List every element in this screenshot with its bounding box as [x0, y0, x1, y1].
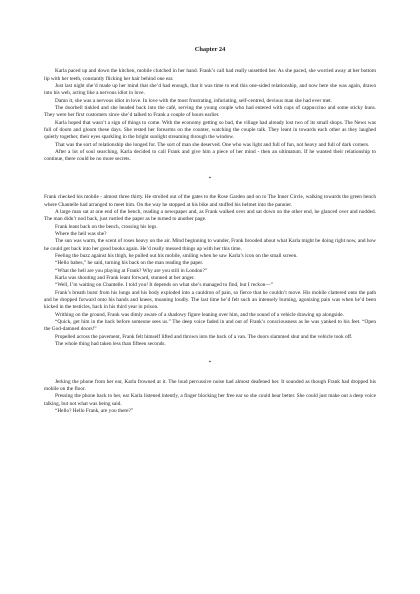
paragraph: Where the hell was she?: [55, 230, 107, 237]
paragraph: Pressing the phone back to her, ear Karla listened intently, a finger blocking her free ear so she could hear better. She could just make out a deep voice talking, but not what was being said.: [44, 393, 376, 407]
paragraph: Just last night she’d made up her mind that she’d had enough, that it was time to end this one-sided relationship, and now here she was again, drawn into his web, acting like a nervous idiot in love.: [44, 83, 376, 97]
paragraph: Writhing on the ground, Frank was dimly aware of a shadowy figure leaning over him, and the sound of a vehicle drawing up alongside.: [55, 311, 344, 318]
paragraph: Jerking the phone from her ear, Karla frowned at it. The loud percussive noise had almost deafened her. It sounded as though Frank had dropped his mobile on the floor.: [44, 378, 376, 393]
scene-separator: *: [208, 360, 212, 367]
paragraph: Karla paced up and down the kitchen, mobile clutched in her hand. Frank’s call had really unsettled her. As she paced, she worried away at her bottom lip with her teeth, constantly flicking her hair behind one ear.: [44, 68, 376, 82]
paragraph: A large man sat at one end of the bench, reading a newspaper and, as Frank walked over and sat down on the other end, he glanced over and nodded. The man didn’t nod back, just rustled the paper as he turned to another page.: [44, 208, 376, 223]
paragraph: “Hello? Hello Frank, are you there?”: [55, 408, 134, 415]
paragraph: “Well, I’m waiting on Chantelle. I told you! It depends on what she’s managed to find, but I reckon—”: [55, 282, 274, 289]
section-1: [44, 68, 376, 163]
paragraph: Feeling the buzz against his thigh, he pulled out his mobile, smiling when he saw Karla’s icon on the small screen.: [55, 252, 298, 259]
paragraph: The sun was warm, the scent of roses heavy on the air. Mind beginning to wander, Frank brooded about what Karla might be doing right now, and how he could get back into her good books again. He’d really messed things up with her this time.: [44, 238, 376, 252]
paragraph: Frank’s breath burst from his lungs and his body exploded into a cauldron of pain, so fierce that he couldn’t move. His mobile clattered onto the path and he dropped forward onto his hands and knees, moaning loudly. The last time he’d felt such an intensely burning, agonising pain was when he’d been kicked in the testicles, back in his third year in prison.: [44, 289, 376, 311]
paragraph: Damn it, she was a nervous idiot in love. In love with the most frustrating, infuriating, self-centred, devious man she had ever met.: [55, 97, 332, 104]
chapter-title: Chapter 24: [194, 46, 226, 53]
paragraph: Frank leant back on the bench, crossing his legs.: [55, 223, 158, 230]
paragraph: “Quick, get him in the back before someone sees us.” The deep voice faded in and out of Frank’s consciousness as he was yanked to his feet. “Open the God-damned doors!”: [44, 319, 376, 333]
section-2: [44, 194, 376, 348]
paragraph: Karla hoped that wasn’t a sign of things to come. With the economy getting so bad, the village had already lost two of its small shops. The News was full of doom and gloom these days. She rested her forearms on the counter, watching the couple talk. They leant in towards each other as they laughed quietly together, their eyes sparkling in the bright sunlight streaming through the window.: [44, 119, 376, 141]
paragraph: After a lot of soul searching, Karla decided to call Frank and give him a piece of her mind - then an ultimatum. If he wanted their relationship to continue, there could be no more secrets.: [44, 149, 376, 163]
paragraph: The whole thing had taken less than fifteen seconds.: [55, 341, 166, 348]
paragraph: “What the hell are you playing at Frank? Why are you still in London?”: [55, 267, 208, 274]
paragraph: Karla was shouting and Frank leant forward, stunned at her anger.: [55, 274, 195, 281]
paragraph: Frank checked his mobile - almost three thirty. He strolled out of the gates to the Rose Garden and on to The Inner Circle, walking towards the green bench where Chantelle had arranged to meet him. On the way he stopped at his bike and stuffed his helmet into the pannier.: [44, 194, 376, 208]
paragraph: Propelled across the pavement, Frank felt himself lifted and thrown into the back of a van. The doors slammed shut and the vehicle took off.: [55, 333, 353, 340]
paragraph: That was the sort of relationship she longed for. The sort of man she deserved. One who was light and full of fun, not heavy and full of dark corners.: [55, 141, 370, 148]
paragraph: The doorbell tinkled and she headed back into the café, serving the young couple who had entered with cups of cappuccino and some sticky buns. They were her first customers since she’d talked to Frank a couple of hours earlier.: [44, 105, 376, 119]
scene-separator: *: [208, 175, 212, 182]
paragraph: “Hello babes,” he said, turning his back on the man reading the paper.: [55, 260, 204, 267]
section-3: [44, 379, 376, 416]
